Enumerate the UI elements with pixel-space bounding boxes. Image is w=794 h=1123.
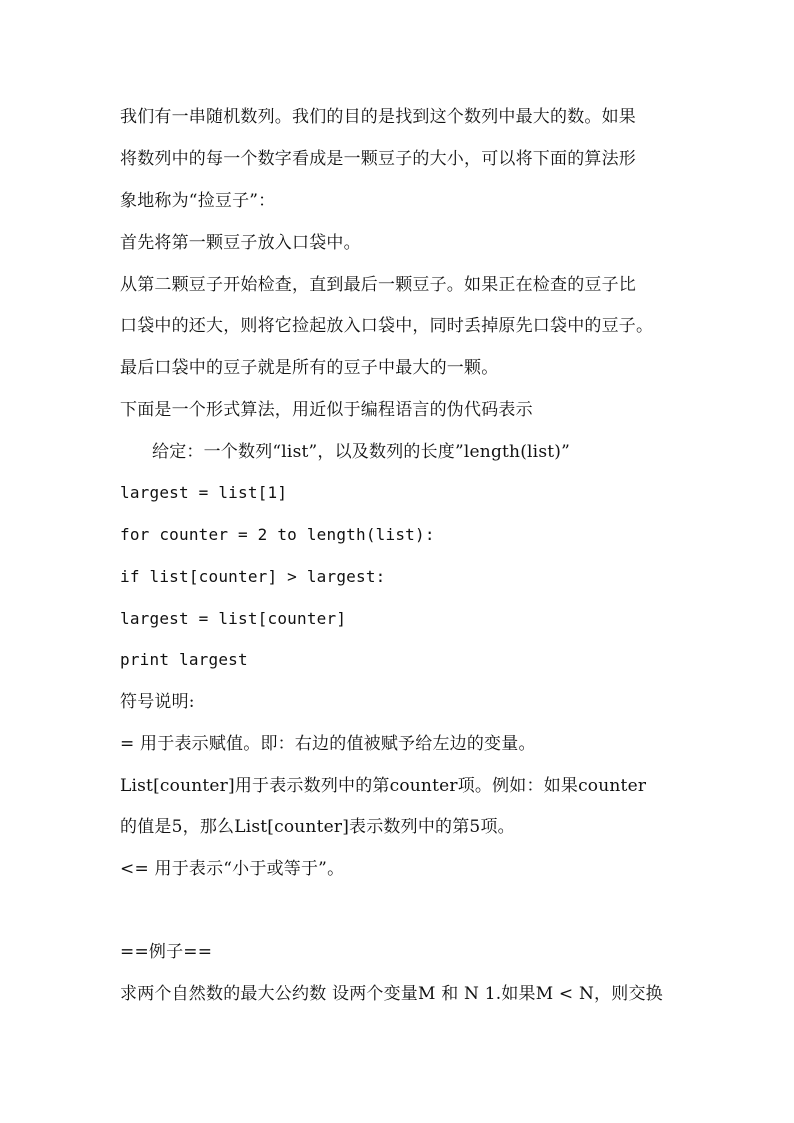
paragraph-line-3: 象地称为“捡豆子”：: [120, 191, 276, 211]
code-line-5: print largest: [120, 650, 248, 669]
symbol-notes-heading: 符号说明:: [120, 692, 195, 712]
step-line-2: 从第二颗豆子开始检查，直到最后一颗豆子。如果正在检查的豆子比: [120, 275, 636, 295]
code-line-1: largest = list[1]: [120, 483, 288, 502]
paragraph-line-1: 我们有一串随机数列。我们的目的是找到这个数列中最大的数。如果: [120, 107, 636, 127]
step-line-3: 口袋中的还大，则将它捡起放入口袋中，同时丢掉原先口袋中的豆子。: [120, 316, 654, 336]
example-heading: ==例子==: [120, 942, 213, 962]
given-line: 给定：一个数列“list”，以及数列的长度”length(list)”: [152, 442, 570, 462]
paragraph-line-2: 将数列中的每一个数字看成是一颗豆子的大小，可以将下面的算法形: [120, 149, 636, 169]
code-line-3: if list[counter] > largest:: [120, 567, 386, 586]
step-line-4: 最后口袋中的豆子就是所有的豆子中最大的一颗。: [120, 358, 499, 378]
algorithm-intro-line: 下面是一个形式算法，用近似于编程语言的伪代码表示: [120, 400, 533, 420]
symbol-note-assign: = 用于表示赋值。即：右边的值被赋予给左边的变量。: [120, 734, 536, 754]
step-line-1: 首先将第一颗豆子放入口袋中。: [120, 233, 361, 253]
code-line-2: for counter = 2 to length(list):: [120, 525, 435, 544]
symbol-note-leq: <= 用于表示“小于或等于”。: [120, 859, 345, 879]
symbol-note-list-2: 的值是5，那么List[counter]表示数列中的第5项。: [120, 817, 515, 837]
example-line-1: 求两个自然数的最大公约数 设两个变量M 和 N 1.如果M < N，则交换: [120, 984, 663, 1004]
code-line-4: largest = list[counter]: [120, 609, 347, 628]
symbol-note-list-1: List[counter]用于表示数列中的第counter项。例如：如果counter: [120, 776, 647, 796]
